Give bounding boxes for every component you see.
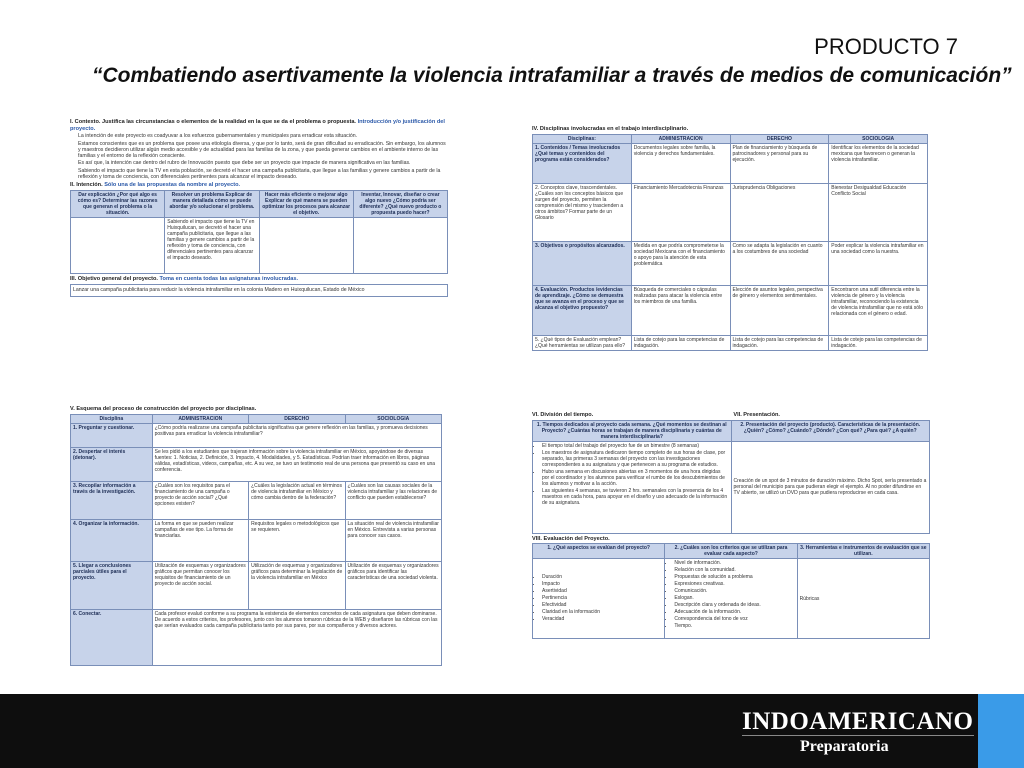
table-cell: Jurisprudencia Obligaciones (730, 183, 829, 241)
footer-accent (978, 694, 1024, 768)
table-row (71, 519, 442, 561)
document-panel-time-evaluation (532, 410, 930, 690)
table-cell: Identificar los elementos de la sociedad mexicana que favorecen o generan la violencia intrafamiliar. (829, 143, 928, 183)
table-cell: Lista de cotejo para las competencias de indagación. (631, 335, 730, 350)
table-cell: 2. Conceptos clave, trascendentales. ¿Cuáles son los conceptos básicos que surgen del proyecto, permiten la comprensión del mismo y trascienden a otros ámbitos? Formar parte de un Glosario (533, 183, 632, 241)
brand-subtitle: Preparatoria (800, 738, 889, 755)
list-item: • Claridad en la información (542, 609, 662, 615)
list-item: • Relación con la comunidad. (674, 567, 794, 573)
table-row (533, 285, 928, 335)
table-cell: 4. Organizar la información. (71, 519, 153, 561)
objective-heading: III. Objetivo general del proyecto. Toma en cuenta todas las asignaturas involucradas. (70, 275, 299, 282)
table-row (71, 561, 442, 609)
table-row (71, 423, 442, 447)
table-header-cell: Resolver un problema Explicar de manera detallada cómo se puede abordar y/o solucionar el problema. (165, 190, 259, 217)
slide-title: PRODUCTO 7 (814, 34, 958, 59)
list-item: • Propuestas de solución a problema (674, 574, 794, 580)
table-row (533, 183, 928, 241)
objective-text: Lanzar una campaña publicitaria para reducir la violencia intrafamiliar en la colonia Madero en Huixquilucan, Estado de México (70, 284, 448, 296)
table-cell: 5. Llegar a conclusiones parciales útiles para el proyecto. (71, 561, 153, 609)
table-cell: Encontraron una sutil diferencia entre la violencia de género y la violencia intrafamiliar, reconociendo la existencia de violencia intrafamiliar que no está sólo relacionada con el género o edad. (829, 285, 928, 335)
table-header-cell: Inventar, Innovar, diseñar o crear algo nuevo ¿Cómo podría ser diferente? ¿Qué nuevo producto o propuesta puedo hacer? (353, 190, 447, 217)
context-heading: I. Contexto. Justifica las circunstancias o elementos de la realidad en la que se da el problema o propuesta. Introducción y/o justificación del proyecto. (70, 119, 445, 132)
evaluation-heading: VIII. Evaluación del Proyecto. (532, 535, 610, 542)
list-item: • Estamos conscientes que es un problema que posee una etiología diversa, y que por lo tanto, será de gran dificultad su erradicación. Sin embargo, los alumnos y maestros decidieron utilizar algún medio accesible y de actualidad para las familias de la zona, y que pueda generar cambios en el ambiente interno de las familias y el entorno de la reflexión consciente. (78, 141, 448, 160)
table-row (71, 481, 442, 519)
table-header-cell: Disciplina (71, 414, 153, 423)
table-cell: 2. Despertar el interés (detonar). (71, 447, 153, 481)
table-cell: ¿Cuáles son las causas sociales de la violencia intrafamiliar y las relaciones de conflicto que pueden establecerse? (345, 481, 441, 519)
table-cell (71, 217, 165, 273)
list-item: • Efectividad (542, 602, 662, 608)
table-cell: Utilización de esquemas y organizadores gráficos para determinar la legislación de la violencia intrafamiliar en México (249, 561, 345, 609)
table-cell: Plan de financiamiento y búsqueda de patrocinadores y personal para su ejecución. (730, 143, 829, 183)
table-header-cell: DERECHO (730, 134, 829, 143)
list-item: • Los maestros de asignatura dedicaron tiempo completo de sus horas de clase, por separado, las primeras 3 semanas del proyecto con las investigaciones correspondientes a su asignatura y que pertenecen a su programa de estudios. (542, 450, 729, 468)
table-cell: La forma en que se pueden realizar campañas de ese tipo. La forma de financiarlas. (152, 519, 248, 561)
list-item: • La intención de este proyecto es coadyuvar a los esfuerzos gubernamentales y municipales para erradicar esta situación. (78, 133, 448, 139)
table-cell: Elección de asuntos legales, perspectiva de género y elementos sentimentales. (730, 285, 829, 335)
division-heading: VI. División del tiempo. (532, 412, 594, 418)
table-cell: Poder explicar la violencia intrafamiliar en una sociedad como la nuestra. (829, 241, 928, 285)
intention-table (70, 190, 448, 274)
table-cell: Lista de cotejo para las competencias de indagación. (829, 335, 928, 350)
table-cell (665, 559, 797, 639)
list-item: • Expresiones creativas. (674, 581, 794, 587)
table-cell (353, 217, 447, 273)
list-item: • Duración (542, 574, 662, 580)
table-header-cell: ADMINISTRACION (631, 134, 730, 143)
table-cell: Lista de cotejo para las competencias de indagación. (730, 335, 829, 350)
table-cell: Creación de un spot de 3 minutos de duración máximo. Dicho Spot, sería presentado a personal del municipio para que pudieran elegir el ejemplo. Al no poder difundirse en TV abierto, se utilizó un DVD para que pudiera reproducirse en cada casa. (731, 441, 930, 533)
list-item: • Correspondencia del tono de voz (674, 616, 794, 622)
context-bullet-list (78, 133, 448, 180)
table-cell: 1. Preguntar y cuestionar. (71, 423, 153, 447)
section-headings-row (532, 410, 930, 420)
table-row (533, 143, 928, 183)
table-cell: 5. ¿Qué tipos de Evaluación emplean? ¿Qué herramientas se utilizan para ello? (533, 335, 632, 350)
table-cell: Sabiendo el impacto que tiene la TV en Huixquilucan, se decretó el hacer una campaña publicitaria, que llegue a las familias y genere cambios a partir de la reflexión y toma de conciencia, con diferenciales pertinentes para alcanzar el impacto deseado. (165, 217, 259, 273)
table-cell: Búsqueda de comerciales o cápsulas realizadas para atacar la violencia entre los miembros de una familia. (631, 285, 730, 335)
table-header-cell: 2. ¿Cuáles son los criterios que se utilizan para evaluar cada aspecto? (665, 544, 797, 559)
table-cell: Documentos legales sobre familia, la violencia y derechos fundamentales. (631, 143, 730, 183)
table-cell: Bienestar Desigualdad Educación Conflicto Social (829, 183, 928, 241)
table-cell: 3. Objetivos o propósitos alcanzados. (533, 241, 632, 285)
list-item: • Eslogan. (674, 595, 794, 601)
document-panel-disciplines (532, 124, 928, 380)
table-header-cell: SOCIOLOGIA (345, 414, 441, 423)
table-header-cell: 3. Herramientas e instrumentos de evaluación que se utilizan. (797, 544, 929, 559)
table-header-cell: 1. Tiempos dedicados al proyecto cada semana. ¿Qué momentos se destinan al Proyecto? ¿Cuántas horas se trabajan de manera disciplinaria y cuántas de manera interdisciplinaria? (533, 420, 732, 441)
list-item: • Nivel de información. (674, 560, 794, 566)
table-cell (533, 441, 732, 533)
table-row (71, 447, 442, 481)
brand-logo-text: INDOAMERICANO (742, 708, 974, 735)
table-cell: 4. Evaluación. Productos /evidencias de aprendizaje. ¿Cómo se demuestra que se avanza en el proceso y que se alcanza el objetivo propuesto? (533, 285, 632, 335)
list-item: • Veracidad (542, 616, 662, 622)
table-cell: 6. Conectar. (71, 609, 153, 665)
table-cell: 3. Recopilar información a través de la investigación. (71, 481, 153, 519)
table-header-cell: Disciplinas: (533, 134, 632, 143)
table-cell: Como se adapta la legislación en cuanto a los costumbres de una sociedad (730, 241, 829, 285)
list-item: • Pertinencia (542, 595, 662, 601)
table-cell: Financiamiento Mercadotecnia Finanzas (631, 183, 730, 241)
list-item: • Las siguientes 4 semanas, se tuvieron 2 hrs. semanales con la presencia de los 4 maestros en cada hora, para apoyar en el diseño y uso adecuado de la información de su asignatura. (542, 488, 729, 506)
table-cell: Cada profesor evaluó conforme a su programa la existencia de elementos concretos de cada asignatura que deben dominarse. De acuerdo a estos criterios, los profesores, junto con los alumnos tomaron rúbricas de la WEB y diseñaron las rúbricas con las que serían evaluados cada campaña publicitaria tanto por sus pares, por sus compañeros y diversos actores. (152, 609, 441, 665)
table-header-cell: SOCIOLOGIA (829, 134, 928, 143)
evaluation-table (532, 543, 930, 639)
table-row (533, 241, 928, 285)
intention-heading: II. Intención. Sólo una de las propuestas da nombre al proyecto. (70, 182, 241, 189)
table-row (533, 335, 928, 350)
table-cell: Utilización de esquemas y organizadores gráficos que permitan conocer los requisitos de financiamiento de un proyecto de acción social. (152, 561, 248, 609)
process-table (70, 414, 442, 666)
division-table (532, 420, 930, 534)
disciplines-heading: IV. Disciplinas involucradas en el trabajo interdisciplinario. (532, 126, 689, 132)
table-header-cell: ADMINISTRACION (152, 414, 248, 423)
list-item: • Es así que, la intención cae dentro del rubro de Innovación puesto que debe ser un proyecto que impacte de manera significativa en las familias. (78, 160, 448, 166)
list-item: • Sabiendo el impacto que tiene la TV en esta población, se decretó el hacer una campaña publicitaria, que llegue a las familias y genere cambios a partir de la reflexión y toma de conciencia, con diferenciales pertinentes para alcanzar el impacto deseado. (78, 168, 448, 180)
list-item: • Impacto (542, 581, 662, 587)
table-header-cell: Dar explicación ¿Por qué algo es cómo es? Determinar las razones que generan el problema o la situación. (71, 190, 165, 217)
table-cell (259, 217, 353, 273)
table-cell: Medida en que podría comprometerse la sociedad Mexicana con el financiamiento o apoyo para la atención de esta problemática (631, 241, 730, 285)
document-panel-context (70, 117, 448, 387)
list-item: • Hubo una semana en discusiones abiertas en 3 momentos de una hora dirigidas por el coordinador y los alumnos para verificar el rumbo de los descubrimientos de los alumnos y motivar a la acción. (542, 469, 729, 487)
list-item: • Adecuación de la información. (674, 609, 794, 615)
brand-divider (742, 735, 974, 736)
disciplines-table (532, 134, 928, 351)
list-item: • Descripción clara y ordenada de ideas. (674, 602, 794, 608)
document-panel-process (70, 404, 442, 690)
table-header-cell: 1. ¿Qué aspectos se evalúan del proyecto? (533, 544, 665, 559)
table-cell: La situación real de violencia intrafamiliar en México. Entrevista a varias personas para conocer sus casos. (345, 519, 441, 561)
table-header-cell: DERECHO (249, 414, 345, 423)
table-row (71, 609, 442, 665)
evaluation-criteria-list (674, 560, 794, 629)
table-cell: ¿Cómo podría realizarse una campaña publicitaria significativa que genere reflexión en las familias, y promueva decisiones positivas para erradicar la violencia intrafamiliar? (152, 423, 441, 447)
presentation-heading: VII. Presentación. (733, 412, 780, 418)
table-cell: ¿Cuáles la legislación actual en términos de violencia intrafamiliar en México y cómo cambia dentro de la federación? (249, 481, 345, 519)
process-heading: V. Esquema del proceso de construcción del proyecto por disciplinas. (70, 406, 257, 412)
table-header-cell: Hacer más eficiente o mejorar algo Explicar de qué manera se pueden optimizar los procesos para alcanzar el objetivo. (259, 190, 353, 217)
table-header-cell: 2. Presentación del proyecto (producto). Características de la presentación. ¿Quién? ¿Cómo? ¿Cuándo? ¿Dónde? ¿Con qué? ¿Para qué? ¿A quién? (731, 420, 930, 441)
table-cell: 1. Contenidos / Temas involucrados ¿Qué temas y contenidos del programa están considerados? (533, 143, 632, 183)
evaluation-aspect-list (542, 574, 662, 622)
table-cell: Utilización de esquemas y organizadores gráficos para identificar las características de una sociedad violenta. (345, 561, 441, 609)
table-cell: ¿Cuáles son los requisitos para el financiamiento de una campaña o proyecto de acción social? ¿Qué opciones existen? (152, 481, 248, 519)
list-item: • Comunicación. (674, 588, 794, 594)
table-cell: Requisitos legales o metodológicos que se requieren. (249, 519, 345, 561)
table-cell: Se les pidió a los estudiantes que trajeran información sobre la violencia intrafamiliar en México, apoyándose de diversas fuentes: 1. Noticias, 2. Definición, 3. Impacto, 4. Modalidades, y 5. Estadísticas. Podrían traer información en libros, páginas válidas, estadísticas, videos, campañas, etc. A su vez, se tuvo un testimonio real de una persona que presentó su caso en una conferencia. (152, 447, 441, 481)
table-cell (533, 559, 665, 639)
list-item: • Asertividad (542, 588, 662, 594)
slide-subtitle: “Combatiendo asertivamente la violencia intrafamiliar a través de medios de comunicación” (92, 64, 1012, 87)
table-cell: Rúbricas (797, 559, 929, 639)
list-item: • Tiempo. (674, 623, 794, 629)
list-item: • El tiempo total del trabajo del proyecto fue de un bimestre (8 semanas) (542, 443, 729, 449)
division-bullet-list (542, 443, 729, 506)
